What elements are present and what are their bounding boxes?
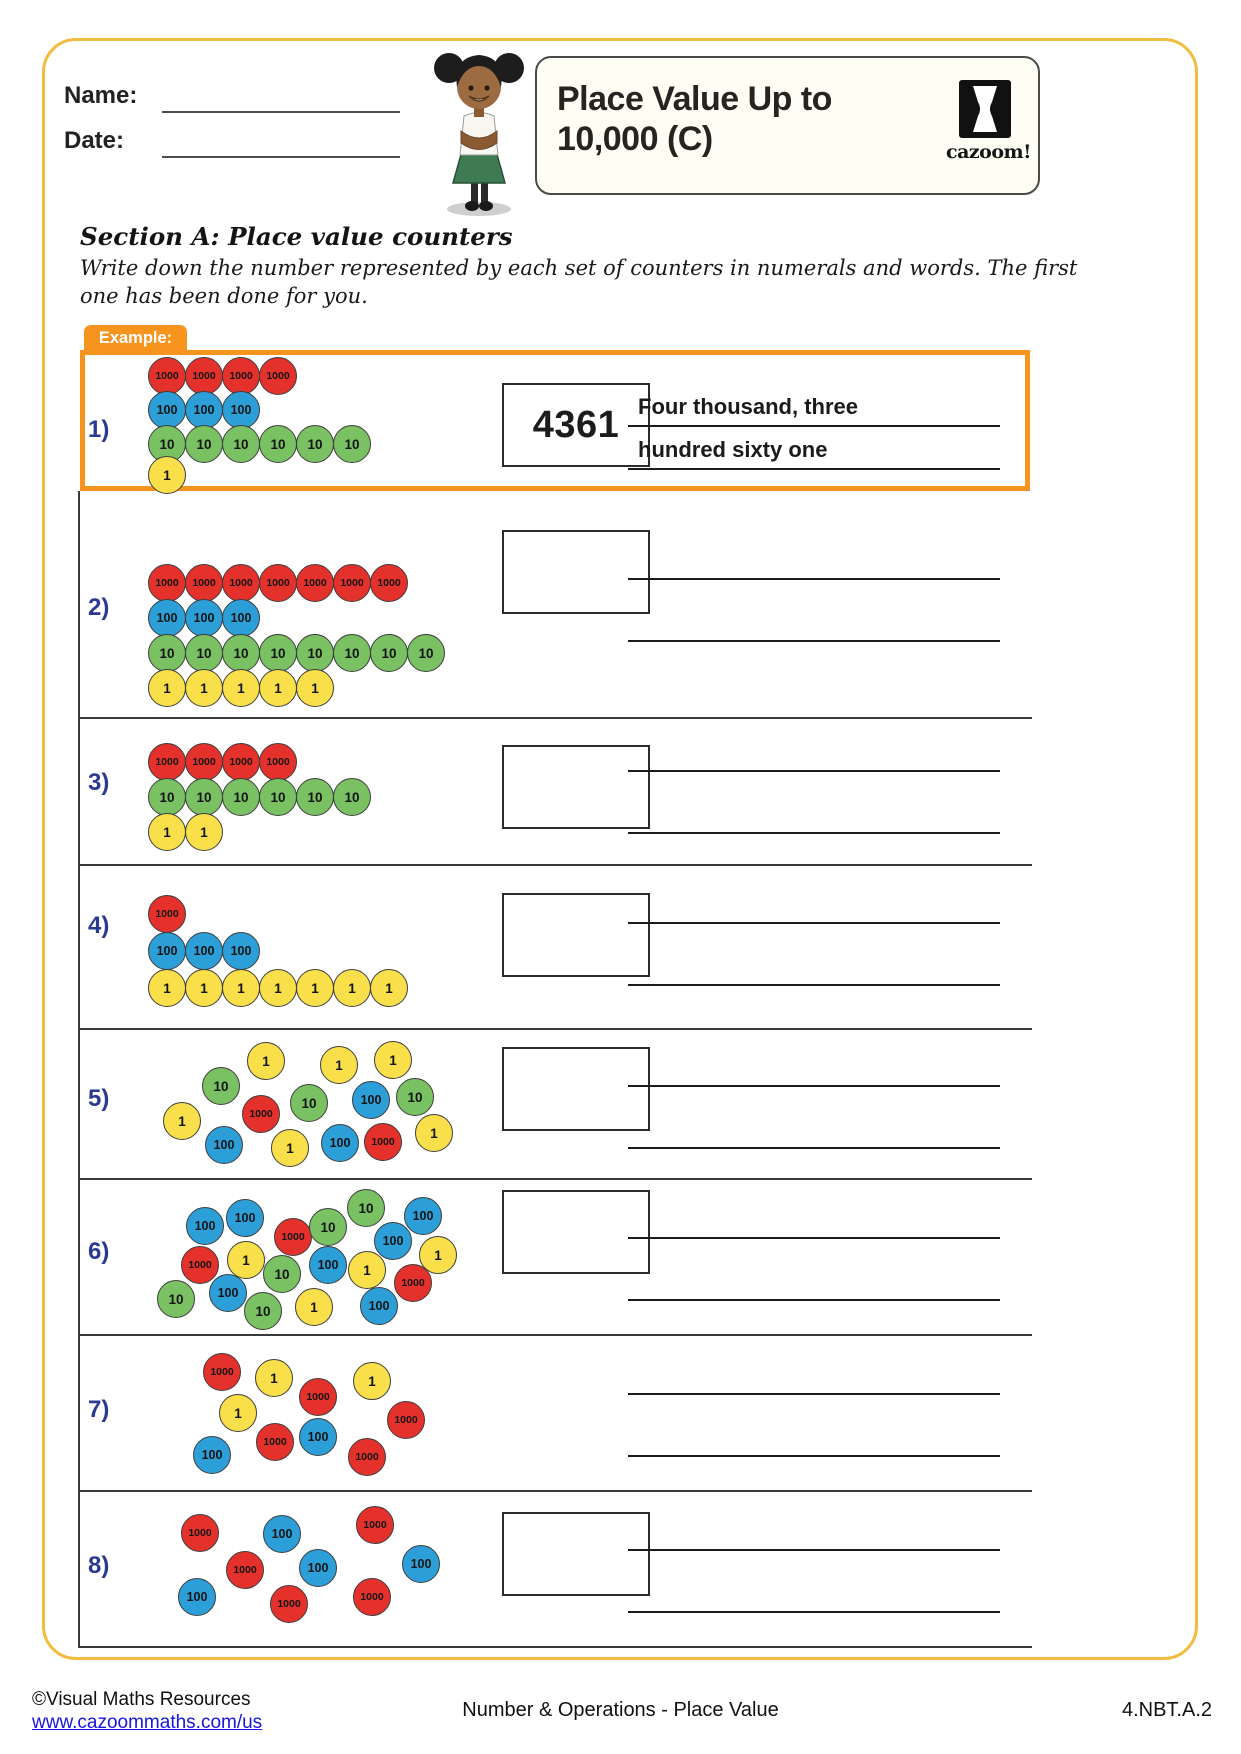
counter-1: 1 bbox=[185, 969, 223, 1007]
counter-100: 100 bbox=[148, 391, 186, 429]
answer-words-line[interactable] bbox=[628, 1549, 1000, 1551]
counter-100: 100 bbox=[299, 1549, 337, 1587]
question-row bbox=[0, 1492, 1241, 1648]
counter-1: 1 bbox=[222, 669, 260, 707]
counter-100: 100 bbox=[404, 1197, 442, 1235]
counter-100: 100 bbox=[352, 1081, 390, 1119]
counter-100: 100 bbox=[226, 1199, 264, 1237]
question-number: 6) bbox=[88, 1238, 110, 1265]
footer-standard-code: 4.NBT.A.2 bbox=[1121, 1699, 1212, 1721]
counter-100: 100 bbox=[374, 1222, 412, 1260]
counter-1000: 1000 bbox=[256, 1423, 294, 1461]
answer-words-line[interactable] bbox=[628, 1085, 1000, 1087]
counter-10: 10 bbox=[333, 778, 371, 816]
counter-100: 100 bbox=[263, 1515, 301, 1553]
counter-1000: 1000 bbox=[259, 564, 297, 602]
counter-1000: 1000 bbox=[222, 564, 260, 602]
counter-100: 100 bbox=[309, 1246, 347, 1284]
counter-10: 10 bbox=[148, 778, 186, 816]
counter-1000: 1000 bbox=[181, 1246, 219, 1284]
counter-10: 10 bbox=[309, 1208, 347, 1246]
example-tab: Example: bbox=[84, 325, 187, 352]
question-number: 8) bbox=[88, 1552, 110, 1579]
counter-1: 1 bbox=[148, 813, 186, 851]
answer-words-line[interactable] bbox=[628, 425, 1000, 427]
counter-1: 1 bbox=[419, 1236, 457, 1274]
instructions-line1: Write down the number represented by each set of counters in numerals and words. The first bbox=[80, 256, 1078, 280]
counter-1: 1 bbox=[296, 969, 334, 1007]
question-number: 4) bbox=[88, 912, 110, 939]
answer-box[interactable] bbox=[502, 1047, 650, 1131]
counter-1: 1 bbox=[271, 1129, 309, 1167]
counter-1: 1 bbox=[333, 969, 371, 1007]
answer-words-line[interactable] bbox=[628, 1393, 1000, 1395]
counter-1: 1 bbox=[247, 1042, 285, 1080]
worksheet-title-line1: Place Value Up to bbox=[557, 80, 832, 118]
counter-1000: 1000 bbox=[203, 1353, 241, 1391]
counter-1: 1 bbox=[148, 456, 186, 494]
counter-100: 100 bbox=[321, 1124, 359, 1162]
answer-words-line[interactable] bbox=[628, 832, 1000, 834]
answer-words-line[interactable] bbox=[628, 640, 1000, 642]
counter-1: 1 bbox=[415, 1114, 453, 1152]
counter-10: 10 bbox=[244, 1292, 282, 1330]
question-row bbox=[0, 350, 1241, 491]
counter-1000: 1000 bbox=[333, 564, 371, 602]
counter-1: 1 bbox=[353, 1362, 391, 1400]
question-row bbox=[0, 719, 1241, 866]
counter-1000: 1000 bbox=[222, 743, 260, 781]
answer-box[interactable] bbox=[502, 1190, 650, 1274]
answer-words-text: hundred sixty one bbox=[638, 437, 828, 462]
counter-1: 1 bbox=[295, 1288, 333, 1326]
counter-1000: 1000 bbox=[185, 357, 223, 395]
counter-10: 10 bbox=[222, 634, 260, 672]
answer-box[interactable] bbox=[502, 1512, 650, 1596]
question-number: 1) bbox=[88, 416, 110, 443]
answer-words-line[interactable] bbox=[628, 578, 1000, 580]
answer-words-line[interactable] bbox=[628, 1299, 1000, 1301]
counter-1000: 1000 bbox=[259, 357, 297, 395]
counter-10: 10 bbox=[259, 425, 297, 463]
counter-10: 10 bbox=[185, 634, 223, 672]
counter-10: 10 bbox=[290, 1084, 328, 1122]
footer-copyright: ©Visual Maths Resources bbox=[32, 1689, 251, 1710]
answer-words-line[interactable] bbox=[628, 984, 1000, 986]
counter-1000: 1000 bbox=[148, 564, 186, 602]
counter-1: 1 bbox=[374, 1041, 412, 1079]
worksheet-title-line2: 10,000 (C) bbox=[557, 120, 713, 158]
answer-box[interactable] bbox=[502, 745, 650, 829]
counter-10: 10 bbox=[259, 778, 297, 816]
counter-1: 1 bbox=[259, 969, 297, 1007]
section-heading: Section A: Place value counters bbox=[80, 222, 513, 251]
counter-1000: 1000 bbox=[185, 743, 223, 781]
counter-10: 10 bbox=[185, 425, 223, 463]
counter-1000: 1000 bbox=[394, 1264, 432, 1302]
answer-words-line[interactable] bbox=[628, 770, 1000, 772]
counter-1000: 1000 bbox=[370, 564, 408, 602]
counter-1000: 1000 bbox=[387, 1401, 425, 1439]
counter-1: 1 bbox=[222, 969, 260, 1007]
counter-10: 10 bbox=[259, 634, 297, 672]
answer-words-text: Four thousand, three bbox=[638, 394, 858, 419]
counter-10: 10 bbox=[202, 1067, 240, 1105]
counter-100: 100 bbox=[209, 1274, 247, 1312]
counter-1000: 1000 bbox=[185, 564, 223, 602]
counter-10: 10 bbox=[296, 778, 334, 816]
counter-10: 10 bbox=[148, 634, 186, 672]
counter-1: 1 bbox=[227, 1241, 265, 1279]
name-label: Name: bbox=[64, 82, 138, 109]
answer-words-line[interactable] bbox=[628, 1147, 1000, 1149]
answer-value: 4361 bbox=[532, 403, 620, 446]
answer-box[interactable] bbox=[502, 893, 650, 977]
counter-100: 100 bbox=[185, 932, 223, 970]
counter-1000: 1000 bbox=[296, 564, 334, 602]
counter-1000: 1000 bbox=[242, 1095, 280, 1133]
answer-box[interactable] bbox=[502, 530, 650, 614]
counter-1: 1 bbox=[185, 669, 223, 707]
counter-1: 1 bbox=[259, 669, 297, 707]
question-row bbox=[0, 496, 1241, 719]
counter-100: 100 bbox=[222, 599, 260, 637]
counter-10: 10 bbox=[185, 778, 223, 816]
counter-100: 100 bbox=[222, 391, 260, 429]
counter-100: 100 bbox=[402, 1545, 440, 1583]
counter-100: 100 bbox=[186, 1207, 224, 1245]
counter-100: 100 bbox=[178, 1578, 216, 1616]
counter-1: 1 bbox=[348, 1251, 386, 1289]
footer-website-link[interactable]: www.cazoommaths.com/us bbox=[32, 1712, 263, 1733]
counter-10: 10 bbox=[296, 634, 334, 672]
counter-100: 100 bbox=[148, 599, 186, 637]
question-row bbox=[0, 1180, 1241, 1336]
question-row bbox=[0, 1030, 1241, 1180]
instructions-line2: one has been done for you. bbox=[80, 284, 368, 308]
question-number: 2) bbox=[88, 594, 110, 621]
counter-1: 1 bbox=[255, 1359, 293, 1397]
counter-10: 10 bbox=[148, 425, 186, 463]
counter-1000: 1000 bbox=[274, 1218, 312, 1256]
question-number: 3) bbox=[88, 769, 110, 796]
counter-100: 100 bbox=[148, 932, 186, 970]
counter-100: 100 bbox=[299, 1418, 337, 1456]
counter-10: 10 bbox=[370, 634, 408, 672]
counter-1000: 1000 bbox=[270, 1585, 308, 1623]
counter-1000: 1000 bbox=[148, 895, 186, 933]
answer-words-line[interactable] bbox=[628, 1611, 1000, 1613]
counter-10: 10 bbox=[347, 1189, 385, 1227]
question-number: 7) bbox=[88, 1396, 110, 1423]
answer-words-line[interactable] bbox=[628, 1237, 1000, 1239]
date-label: Date: bbox=[64, 127, 125, 154]
counter-10: 10 bbox=[333, 634, 371, 672]
counter-1000: 1000 bbox=[356, 1506, 394, 1544]
counter-1: 1 bbox=[296, 669, 334, 707]
counter-1: 1 bbox=[320, 1046, 358, 1084]
question-number: 5) bbox=[88, 1085, 110, 1112]
counter-1: 1 bbox=[185, 813, 223, 851]
counter-100: 100 bbox=[185, 391, 223, 429]
counter-1000: 1000 bbox=[181, 1514, 219, 1552]
counter-10: 10 bbox=[222, 778, 260, 816]
counter-10: 10 bbox=[296, 425, 334, 463]
counter-100: 100 bbox=[185, 599, 223, 637]
counter-10: 10 bbox=[396, 1078, 434, 1116]
counter-1000: 1000 bbox=[148, 743, 186, 781]
counter-1000: 1000 bbox=[259, 743, 297, 781]
counter-1000: 1000 bbox=[364, 1123, 402, 1161]
footer-topic: Number & Operations - Place Value bbox=[462, 1699, 779, 1721]
counter-1: 1 bbox=[219, 1394, 257, 1432]
counter-1000: 1000 bbox=[148, 357, 186, 395]
counter-1000: 1000 bbox=[222, 357, 260, 395]
counter-10: 10 bbox=[407, 634, 445, 672]
counter-100: 100 bbox=[222, 932, 260, 970]
answer-words-line[interactable] bbox=[628, 1455, 1000, 1457]
counter-100: 100 bbox=[205, 1126, 243, 1164]
answer-words-line[interactable] bbox=[628, 922, 1000, 924]
counter-10: 10 bbox=[263, 1255, 301, 1293]
counter-100: 100 bbox=[193, 1436, 231, 1474]
counter-1: 1 bbox=[163, 1102, 201, 1140]
logo-wordmark: cazoom! bbox=[946, 141, 1031, 163]
question-row bbox=[0, 1336, 1241, 1492]
counter-1: 1 bbox=[148, 969, 186, 1007]
counter-1000: 1000 bbox=[226, 1551, 264, 1589]
row-divider bbox=[78, 1646, 1032, 1648]
counter-1: 1 bbox=[370, 969, 408, 1007]
counter-1000: 1000 bbox=[353, 1578, 391, 1616]
counter-1000: 1000 bbox=[299, 1378, 337, 1416]
counter-1: 1 bbox=[148, 669, 186, 707]
counter-10: 10 bbox=[222, 425, 260, 463]
counter-100: 100 bbox=[360, 1287, 398, 1325]
counter-1000: 1000 bbox=[348, 1438, 386, 1476]
counter-10: 10 bbox=[333, 425, 371, 463]
question-row bbox=[0, 866, 1241, 1030]
answer-words-line[interactable] bbox=[628, 468, 1000, 470]
counter-10: 10 bbox=[157, 1280, 195, 1318]
